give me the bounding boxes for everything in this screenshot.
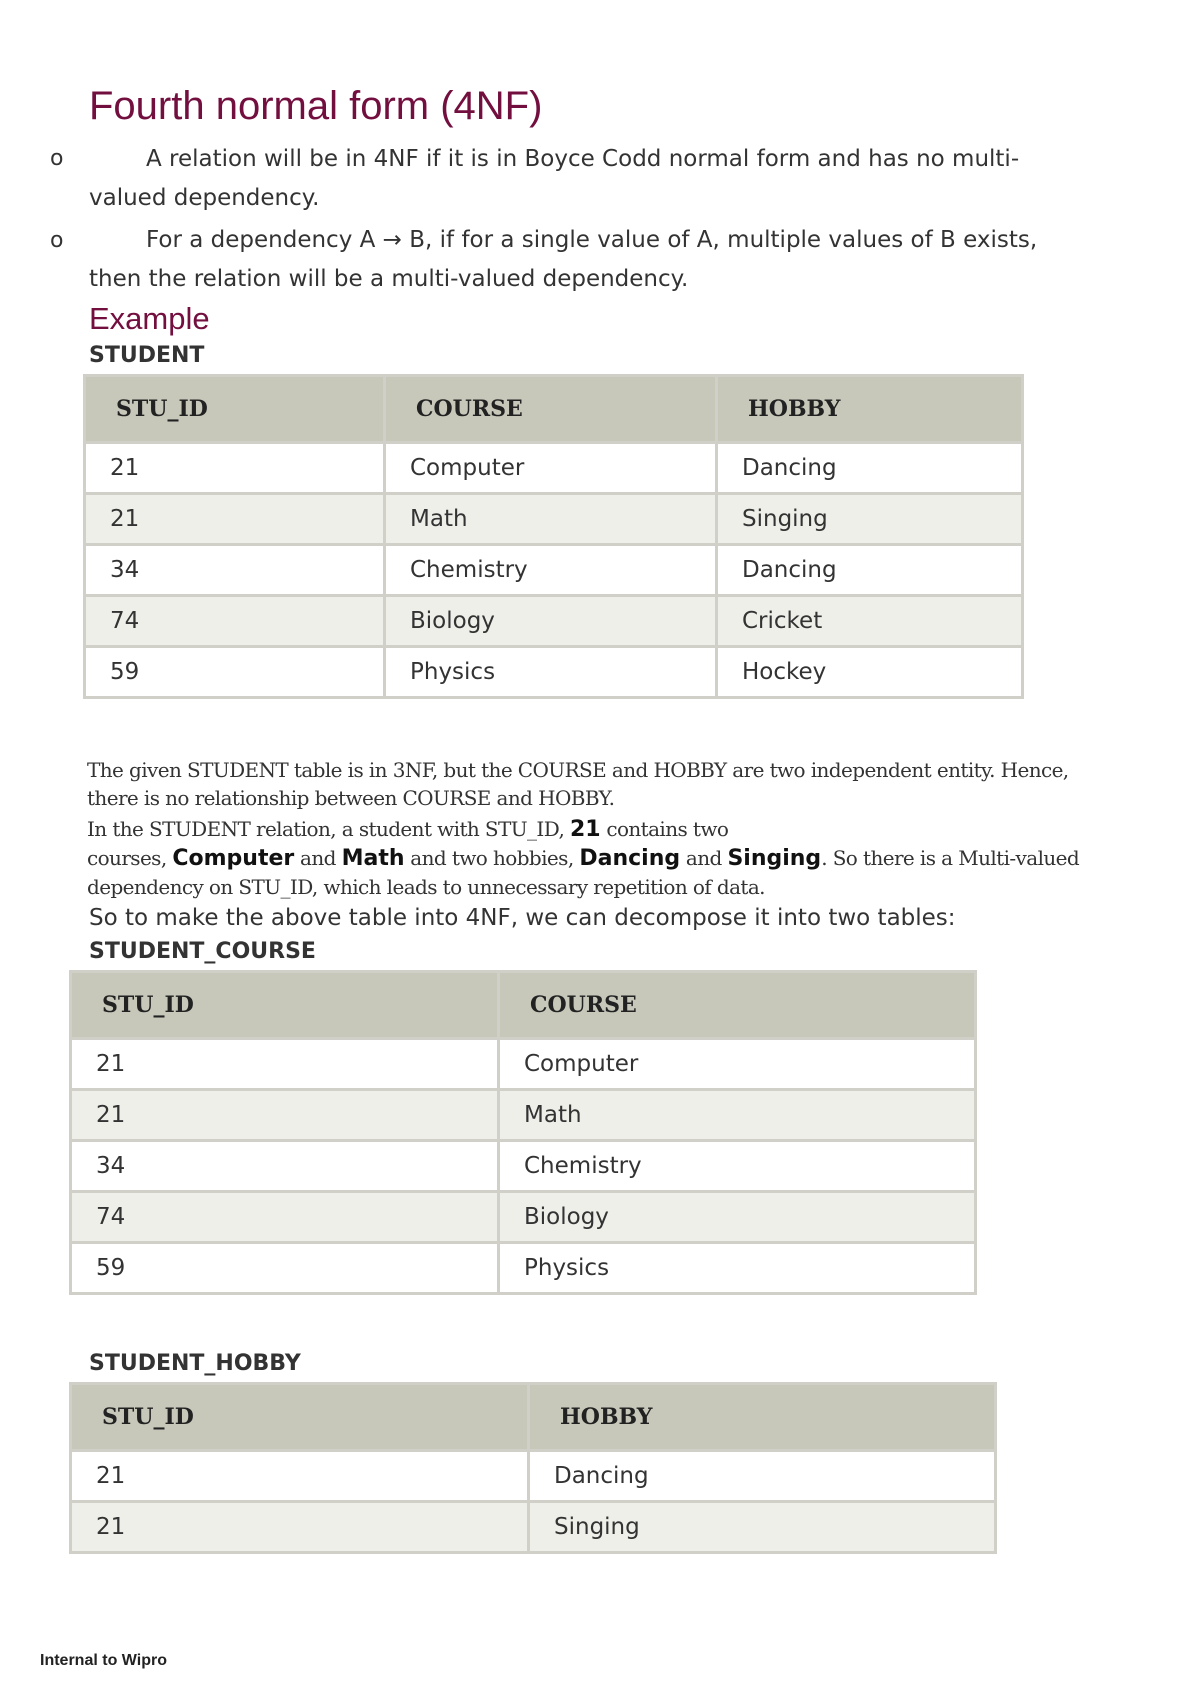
table-row — [85, 545, 1023, 596]
text-run: courses, — [87, 846, 173, 870]
text-run: contains two — [600, 817, 729, 841]
student-hobby-table — [69, 1382, 997, 1554]
column-header: HOBBY — [529, 1384, 996, 1451]
bullet-text-line: valued dependency. — [89, 185, 320, 211]
table-cell: 74 — [85, 596, 385, 647]
bold-value: Dancing — [579, 846, 681, 871]
table-cell: Cricket — [717, 596, 1023, 647]
table-cell: 21 — [71, 1451, 529, 1502]
table-row — [71, 1090, 976, 1141]
table-cell: Chemistry — [385, 545, 717, 596]
table-cell: Computer — [385, 443, 717, 494]
table-cell: 34 — [85, 545, 385, 596]
table-row — [85, 647, 1023, 698]
table-row — [71, 1141, 976, 1192]
footer-classification: Internal to Wipro — [40, 1652, 167, 1669]
table-cell: 21 — [71, 1502, 529, 1553]
text-run: . So there is a Multi-valued dependency on STU_ID, which leads to unnecessary repetition of data. — [87, 846, 1080, 899]
table-cell: 21 — [71, 1039, 499, 1090]
explanation-paragraph: The given STUDENT table is in 3NF, but the COURSE and HOBBY are two independent entity. Hence, there is no relationship between COURSE and HOBBY. — [87, 758, 1069, 810]
column-header: STU_ID — [71, 972, 499, 1039]
example-heading: Example — [89, 301, 210, 336]
student-table — [83, 374, 1024, 699]
table-cell: Biology — [499, 1192, 976, 1243]
table-cell: 59 — [71, 1243, 499, 1294]
bullet-marker: o — [50, 228, 64, 253]
column-header: STU_ID — [71, 1384, 529, 1451]
text-run: In the STUDENT relation, a student with STU_ID, — [87, 817, 570, 841]
table-cell: Biology — [385, 596, 717, 647]
table-cell: 34 — [71, 1141, 499, 1192]
bullet-marker: o — [50, 146, 64, 171]
table-cell: Singing — [717, 494, 1023, 545]
table-row — [71, 1039, 976, 1090]
table-cell: Physics — [499, 1243, 976, 1294]
table-cell: Chemistry — [499, 1141, 976, 1192]
bold-value: 21 — [569, 817, 601, 842]
table-cell: 21 — [85, 443, 385, 494]
table-cell: Math — [499, 1090, 976, 1141]
table-cell: 21 — [85, 494, 385, 545]
table-cell: 21 — [71, 1090, 499, 1141]
table-header-row — [71, 1384, 996, 1451]
table-row — [85, 494, 1023, 545]
student-table-caption: STUDENT — [89, 343, 205, 368]
table-cell: Hockey — [717, 647, 1023, 698]
table-header-row — [85, 376, 1023, 443]
mvd-paragraph — [87, 815, 1112, 901]
decompose-paragraph: So to make the above table into 4NF, we can decompose it into two tables: — [89, 905, 956, 931]
table-row — [71, 1243, 976, 1294]
column-header: HOBBY — [717, 376, 1023, 443]
page-title: Fourth normal form (4NF) — [89, 84, 543, 128]
bullet-text-line: then the relation will be a multi-valued dependency. — [89, 266, 689, 292]
text-run: and two hobbies, — [404, 846, 580, 870]
table-row — [71, 1451, 996, 1502]
table-row — [85, 443, 1023, 494]
text-run: and — [680, 846, 728, 870]
text-run: and — [294, 846, 342, 870]
table-cell: Singing — [529, 1502, 996, 1553]
table-row — [71, 1192, 976, 1243]
table-cell: Dancing — [717, 443, 1023, 494]
table-header-row — [71, 972, 976, 1039]
table-row — [85, 596, 1023, 647]
column-header: COURSE — [385, 376, 717, 443]
column-header: STU_ID — [85, 376, 385, 443]
student-course-table — [69, 970, 977, 1295]
table-cell: Math — [385, 494, 717, 545]
table-cell: Physics — [385, 647, 717, 698]
student-hobby-caption: STUDENT_HOBBY — [89, 1351, 301, 1376]
bullet-text-line: For a dependency A → B, if for a single value of A, multiple values of B exists, — [146, 227, 1038, 253]
column-header: COURSE — [499, 972, 976, 1039]
table-row — [71, 1502, 996, 1553]
bullet-text-line: A relation will be in 4NF if it is in Boyce Codd normal form and has no multi- — [146, 146, 1020, 172]
bullet-item — [89, 221, 1109, 299]
table-cell: 59 — [85, 647, 385, 698]
table-cell: Dancing — [529, 1451, 996, 1502]
table-cell: 74 — [71, 1192, 499, 1243]
student-course-caption: STUDENT_COURSE — [89, 939, 316, 964]
bold-value: Math — [341, 846, 405, 871]
table-cell: Computer — [499, 1039, 976, 1090]
bullet-item — [89, 140, 1109, 218]
bold-value: Computer — [172, 846, 295, 871]
table-cell: Dancing — [717, 545, 1023, 596]
bold-value: Singing — [727, 846, 822, 871]
